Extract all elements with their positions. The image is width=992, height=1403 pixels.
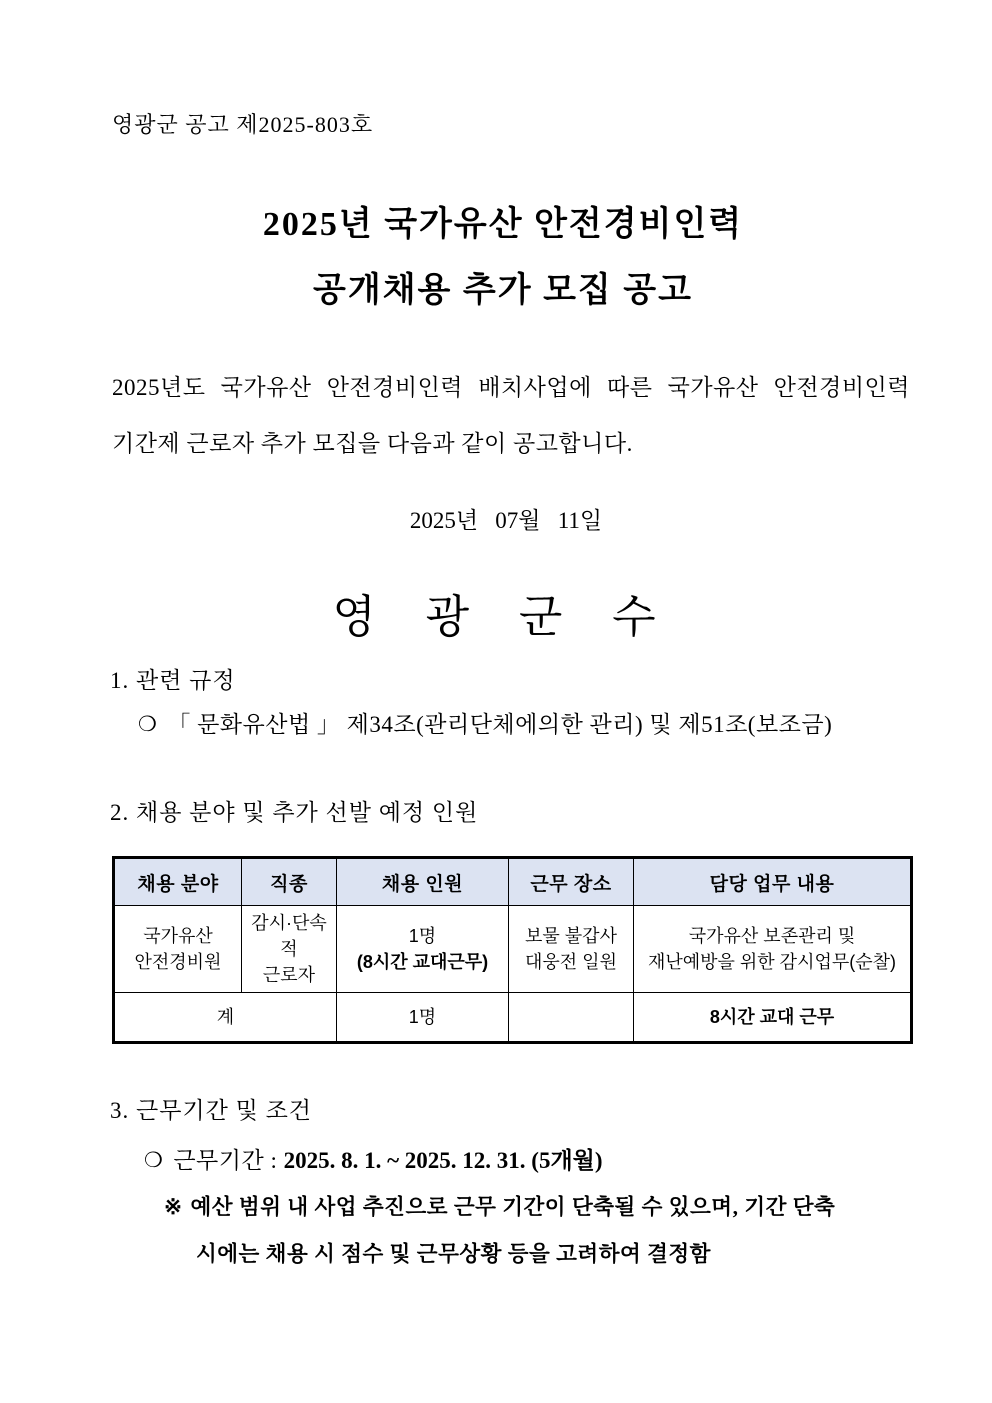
- column-header-field: 채용 분야: [114, 858, 242, 906]
- column-header-job-type: 직종: [242, 858, 337, 906]
- table-row: [114, 906, 912, 993]
- announcement-date: 2025년 07월 11일: [409, 508, 603, 533]
- notice-number: 영광군 공고 제2025-803호: [112, 112, 374, 137]
- section1-heading: 1. 관련 규정: [110, 668, 236, 693]
- cell-duties: [634, 906, 912, 993]
- budget-note-line-1: [164, 1190, 835, 1221]
- cell-total-label: 계: [114, 993, 337, 1043]
- section3-bullet-item: [144, 1142, 603, 1175]
- cell-location-line2: 대웅전 일원: [525, 952, 617, 973]
- intro-line: 2025년도 국가유산 안전경비인력 배치사업에 따른 국가유산 안전경비인력: [112, 375, 910, 400]
- intro-line: 기간제 근로자 추가 모집을 다음과 같이 공고합니다.: [112, 431, 633, 456]
- cell-total-location: [509, 993, 634, 1043]
- document-title-line-2: 공개채용 추가 모집 공고: [313, 272, 693, 309]
- budget-note-text-2: 시에는 채용 시 점수 및 근무상황 등을 고려하여 결정함: [196, 1242, 711, 1266]
- cell-field-line2: 안전경비원: [134, 952, 222, 973]
- cell-field-line1: 국가유산: [143, 926, 213, 947]
- table-header-row: [114, 858, 912, 906]
- intro-paragraph: [112, 360, 910, 472]
- table-total-row: [114, 993, 912, 1043]
- section3-heading: 3. 근무기간 및 조건: [110, 1098, 313, 1123]
- column-header-location: 근무 장소: [509, 858, 634, 906]
- recruitment-table: [112, 856, 913, 1044]
- cell-headcount-value: 1명: [408, 926, 437, 947]
- cell-job-type-line2: 근로자: [262, 965, 316, 986]
- document-title-line-1: 2025년 국가유산 안전경비인력: [262, 206, 744, 243]
- section1-bullet-item: [138, 706, 832, 739]
- cell-location: [509, 906, 634, 993]
- budget-note-text-1: 예산 범위 내 사업 추진으로 근무 기간이 단축될 수 있으며, 기간 단축: [190, 1195, 836, 1219]
- work-period-label: 근무기간 :: [173, 1148, 284, 1173]
- reference-mark-icon: ※: [164, 1195, 183, 1219]
- budget-note-line-2: [196, 1237, 711, 1268]
- column-header-headcount: 채용 인원: [337, 858, 509, 906]
- circle-bullet-icon: ❍: [144, 1148, 164, 1172]
- cell-headcount: [337, 906, 509, 993]
- circle-bullet-icon: ❍: [138, 712, 158, 736]
- cell-duties-line1: 국가유산 보존관리 및: [688, 926, 856, 947]
- work-period-value: 2025. 8. 1. ~ 2025. 12. 31. (5개월): [283, 1148, 603, 1173]
- cell-job-type: [242, 906, 337, 993]
- column-header-duties: 담당 업무 내용: [634, 858, 912, 906]
- related-regulation-text: 「 문화유산법 」 제34조(관리단체에의한 관리) 및 제51조(보조금): [167, 712, 833, 737]
- cell-job-type-line1: 감시·단속적: [251, 913, 327, 960]
- issuer-signature: 영 광 군 수: [332, 592, 660, 642]
- cell-field: [114, 906, 242, 993]
- cell-total-duties: 8시간 교대 근무: [634, 993, 912, 1043]
- cell-location-line1: 보물 불갑사: [525, 926, 617, 947]
- cell-headcount-note: (8시간 교대근무): [356, 952, 489, 973]
- cell-total-headcount: 1명: [337, 993, 509, 1043]
- cell-duties-line2: 재난예방을 위한 감시업무(순찰): [647, 952, 897, 973]
- section2-heading: 2. 채용 분야 및 추가 선발 예정 인원: [110, 800, 479, 825]
